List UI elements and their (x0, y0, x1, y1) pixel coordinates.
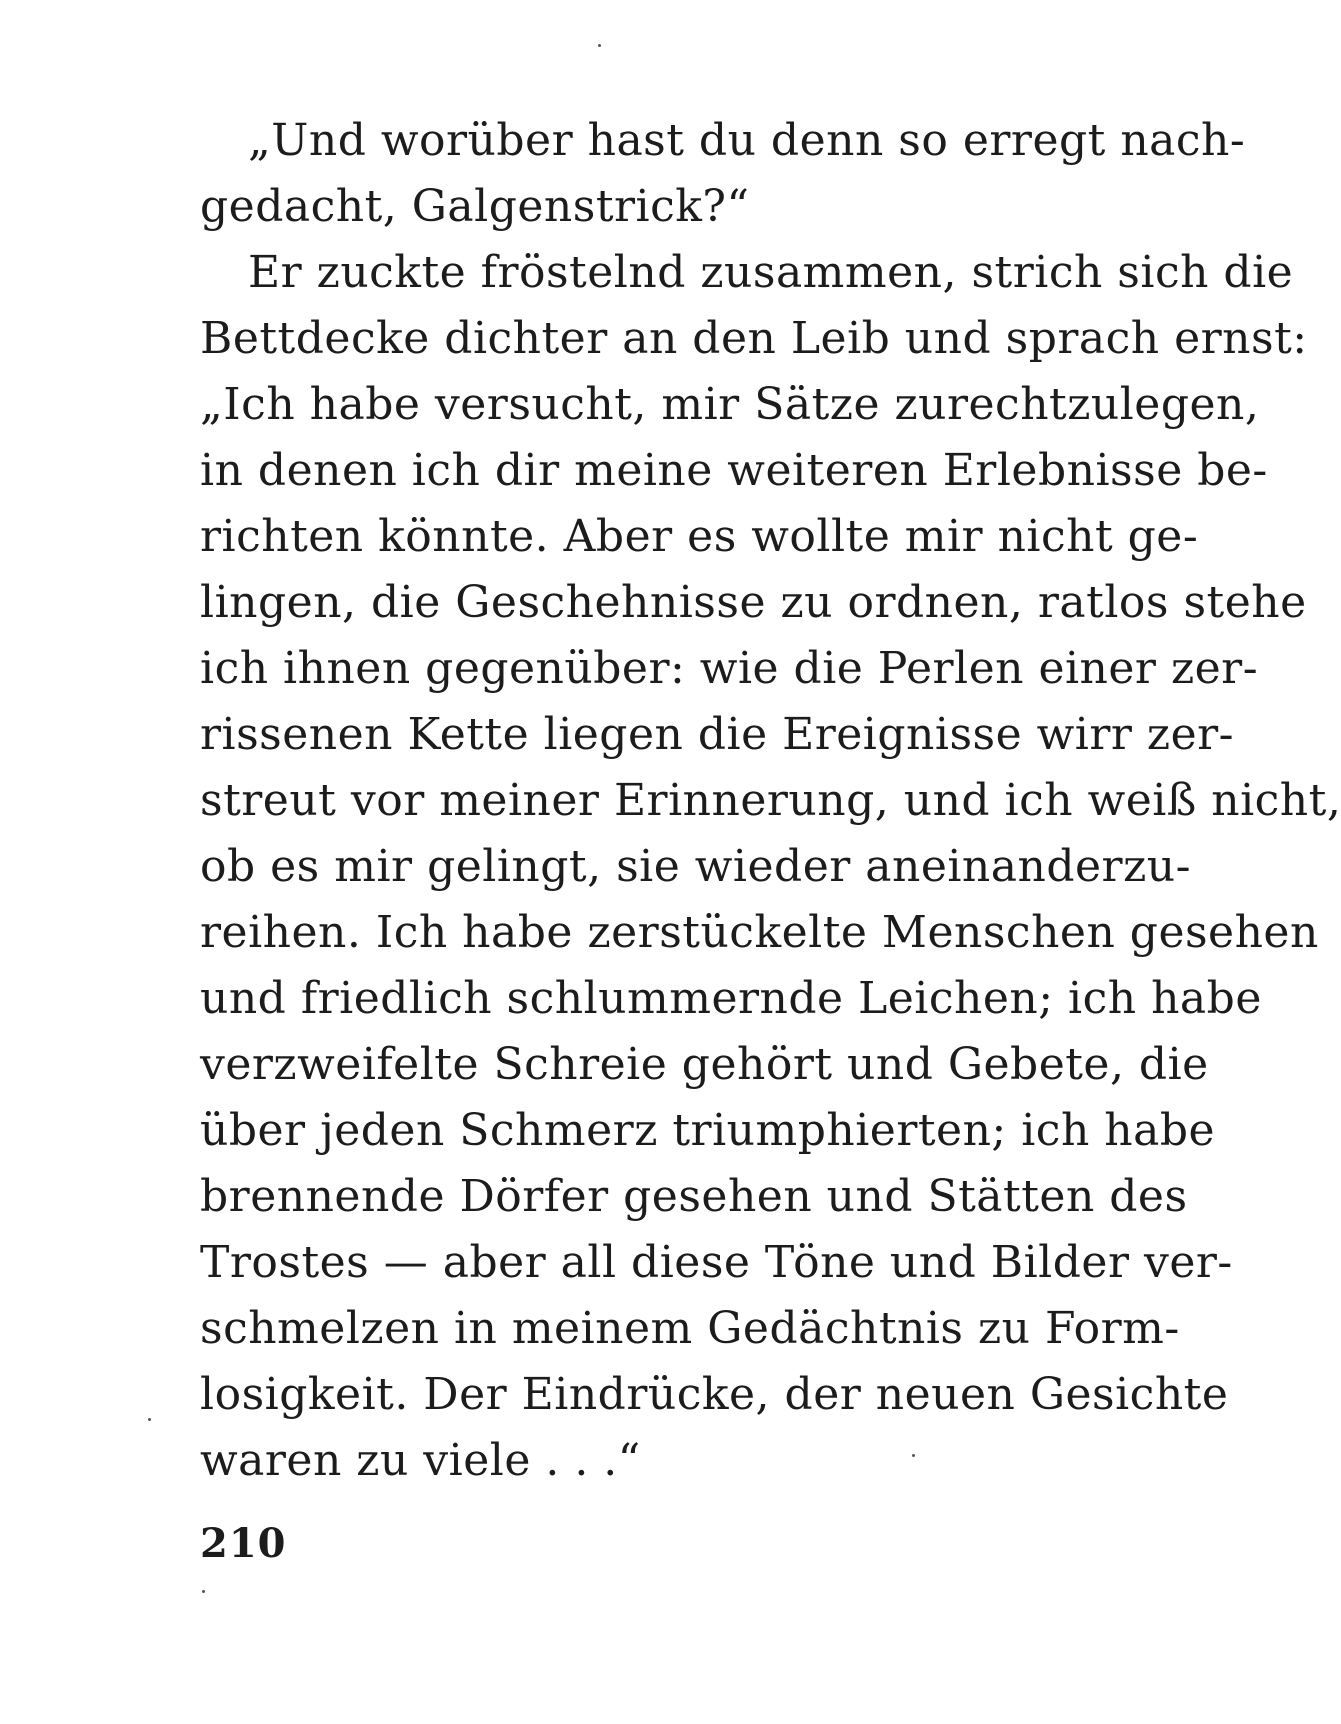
text-line: gedacht, Galgenstrick?“ (200, 181, 750, 232)
text-line: streut vor meiner Erinnerung, und ich weiß nicht, (200, 775, 1341, 826)
text-line: über jeden Schmerz triumphierten; ich habe (200, 1105, 1216, 1156)
text-line: und friedlich schlummernde Leichen; ich habe (200, 973, 1262, 1024)
text-line: reihen. Ich habe zerstückelte Menschen gesehen (200, 907, 1319, 958)
text-line: lingen, die Geschehnisse zu ordnen, ratlos stehe (200, 577, 1307, 628)
text-line: „Und worüber hast du denn so erregt nach- (248, 115, 1246, 166)
text-line: ob es mir gelingt, sie wieder aneinanderzu- (200, 841, 1191, 892)
text-line: richten könnte. Aber es wollte mir nicht ge- (200, 511, 1199, 562)
paper-speck (912, 1454, 915, 1457)
paper-speck (148, 1418, 151, 1421)
body-text (200, 108, 1341, 1494)
text-line: in denen ich dir meine weiteren Erlebnisse be- (200, 445, 1268, 496)
paper-speck (202, 1590, 205, 1593)
text-line: verzweifelte Schreie gehört und Gebete, die (200, 1039, 1209, 1090)
text-line: waren zu viele . . .“ (200, 1435, 641, 1486)
paper-speck (598, 44, 601, 47)
text-line: Trostes — aber all diese Töne und Bilder ver- (200, 1237, 1233, 1288)
page-number: 210 (200, 1520, 287, 1567)
text-line: schmelzen in meinem Gedächtnis zu Form- (200, 1303, 1180, 1354)
text-line: rissenen Kette liegen die Ereignisse wirr zer- (200, 709, 1235, 760)
text-line: brennende Dörfer gesehen und Stätten des (200, 1171, 1188, 1222)
text-line: ich ihnen gegenüber: wie die Perlen einer zer- (200, 643, 1259, 694)
text-line: Er zuckte fröstelnd zusammen, strich sich die (248, 247, 1294, 298)
text-line: Bettdecke dichter an den Leib und sprach ernst: (200, 313, 1308, 364)
text-line: „Ich habe versucht, mir Sätze zurechtzulegen, (200, 379, 1260, 430)
text-line: losigkeit. Der Eindrücke, der neuen Gesichte (200, 1369, 1229, 1420)
